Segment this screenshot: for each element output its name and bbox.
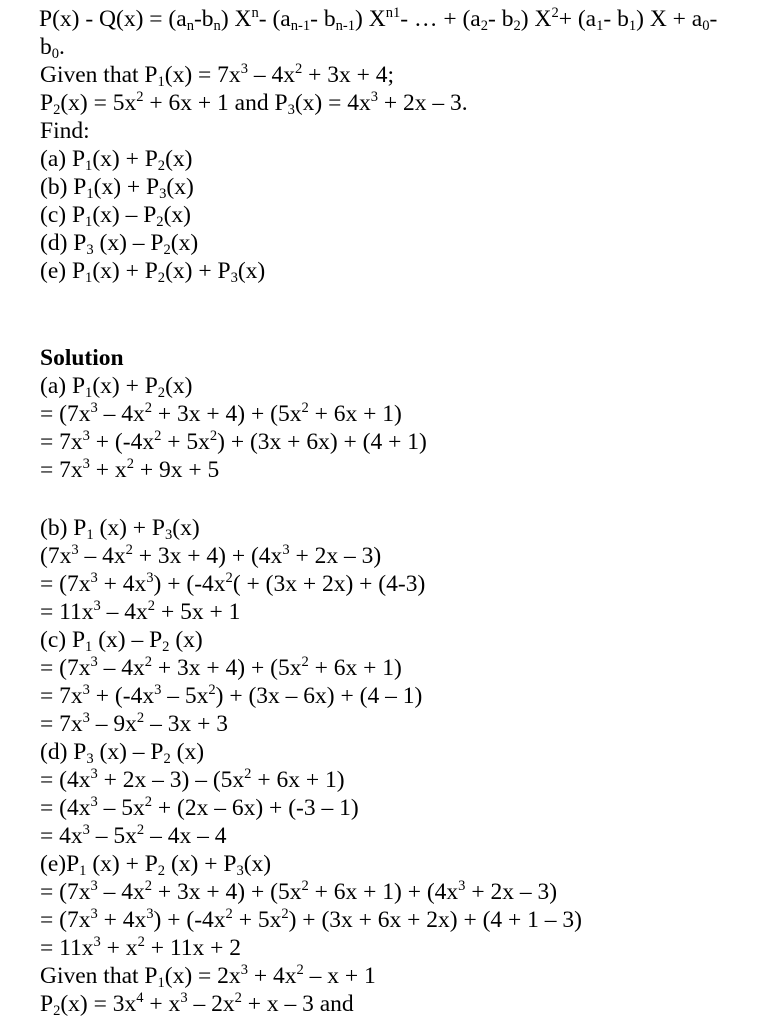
solution-e-step-2: [40, 906, 582, 934]
text-run: Given that P: [40, 62, 158, 88]
superscript: 3: [146, 905, 154, 922]
question-c: [40, 201, 191, 229]
text-run: + 5x + 1: [155, 599, 241, 625]
text-run: (e) P: [40, 258, 86, 284]
text-run: = (4x: [40, 767, 91, 793]
text-run: ( + (3x + 2x) + (4-3): [232, 571, 426, 597]
text-run: (x) = 2x: [164, 963, 241, 989]
subscript: 2: [157, 384, 166, 401]
text-run: -b: [193, 6, 214, 32]
text-run: (x) + P: [165, 851, 237, 877]
text-run: + 4x: [247, 963, 297, 989]
text-run: + x: [89, 457, 127, 483]
text-run: (x): [163, 202, 191, 228]
text-run: - b: [310, 6, 336, 32]
superscript: 3: [90, 905, 98, 922]
text-run: + 2x – 3): [289, 543, 382, 569]
text-run: + 9x + 5: [133, 457, 220, 483]
subscript: 3: [230, 269, 238, 286]
formula-line-1: [39, 5, 717, 33]
subscript: 2: [156, 213, 164, 230]
text-run: (b) P: [40, 515, 87, 541]
subscript: 3: [287, 101, 295, 118]
text-run: + 6x + 1): [308, 655, 402, 681]
superscript: 4: [136, 989, 144, 1006]
text-run: + (2x – 6x) + (-3 – 1): [152, 795, 359, 821]
question-e: [40, 257, 265, 285]
text-run: (x) + P: [92, 258, 158, 284]
solution-a-result: [40, 456, 219, 484]
text-run: + 3x + 4) + (4x: [132, 543, 283, 569]
text-run: – 4x: [78, 543, 126, 569]
text-run: + 2x – 3): [465, 879, 558, 905]
text-run: ) X: [520, 6, 552, 32]
text-run: (x) – P: [93, 230, 164, 256]
solution-d-step-1: [40, 766, 345, 794]
solution-c-heading: [40, 626, 203, 654]
superscript: 3: [154, 681, 162, 698]
text-run: ) + (3x + 6x + 2x) + (4 + 1 – 3): [288, 907, 583, 933]
text-run: ) X: [220, 6, 252, 32]
subscript: 3: [86, 241, 94, 258]
subscript: 2: [157, 157, 166, 174]
text-run: – 5x: [89, 823, 137, 849]
subscript: 1: [85, 157, 93, 174]
solution-e-result: [40, 934, 241, 962]
solution-b-step-2: [40, 570, 425, 598]
text-run: = 11x: [40, 935, 94, 961]
text-run: b: [40, 34, 52, 60]
subscript: 0: [702, 17, 710, 34]
superscript: 2: [125, 541, 133, 558]
superscript: 3: [82, 821, 90, 838]
solution-c-step-1: [40, 654, 402, 682]
superscript: 3: [90, 399, 98, 416]
superscript: 2: [144, 399, 153, 416]
superscript: 2: [301, 653, 309, 670]
text-run: ) + (3x + 6x) + (4 + 1): [217, 429, 427, 455]
text-run: Solution: [40, 345, 124, 371]
subscript: n-1: [335, 17, 356, 34]
text-run: – 4x: [247, 62, 295, 88]
solution-b-result: [40, 598, 240, 626]
text-run: = 7x: [40, 429, 83, 455]
superscript: 3: [90, 877, 98, 894]
text-run: + x: [143, 991, 181, 1017]
text-run: + x – 3 and: [241, 991, 354, 1017]
superscript: 3: [82, 681, 90, 698]
text-run: + 6x + 1): [251, 767, 345, 793]
subscript: 1: [85, 384, 93, 401]
superscript: 3: [90, 569, 98, 586]
text-run: (x): [170, 739, 205, 765]
text-run: – 4x: [100, 599, 148, 625]
text-run: + 3x + 4) + (5x: [152, 879, 302, 905]
text-run: - b: [488, 6, 514, 32]
text-run: (x) = 7x: [164, 62, 241, 88]
text-run: + 4x: [97, 571, 147, 597]
subscript: 1: [85, 213, 93, 230]
subscript: 1: [86, 185, 94, 202]
subscript: 1: [628, 17, 637, 34]
text-run: (e)P: [40, 851, 80, 877]
superscript: 3: [82, 427, 90, 444]
solution-d-heading: [40, 738, 204, 766]
solution-e-step-1: [40, 878, 557, 906]
text-run: (7x: [40, 543, 72, 569]
text-run: (d) P: [40, 739, 87, 765]
superscript: 2: [301, 877, 309, 894]
subscript: 1: [85, 638, 93, 655]
superscript: 3: [458, 877, 466, 894]
text-run: (x) – P: [92, 202, 157, 228]
text-run: (x) + P: [93, 174, 160, 200]
text-run: - … + (a: [400, 6, 481, 32]
superscript: 2: [225, 569, 233, 586]
text-run: + 4x: [97, 907, 147, 933]
text-run: – 3x + 3: [144, 711, 228, 737]
text-run: = (7x: [40, 401, 91, 427]
text-run: P: [40, 90, 54, 116]
text-run: – 4x: [97, 655, 145, 681]
text-run: + 6x + 1): [308, 401, 402, 427]
superscript: 3: [282, 541, 290, 558]
text-run: Given that P: [40, 963, 158, 989]
superscript: 2: [144, 653, 153, 670]
text-run: (x) + P: [92, 373, 158, 399]
text-run: – 5x: [97, 795, 145, 821]
text-run: (x) – P: [93, 739, 164, 765]
superscript: 3: [370, 88, 379, 105]
text-run: (x): [165, 373, 193, 399]
text-run: + (-4x: [89, 429, 155, 455]
superscript: 2: [136, 88, 144, 105]
text-run: + 3x + 4) + (5x: [152, 401, 302, 427]
text-run: (a) P: [40, 373, 86, 399]
superscript: 3: [90, 793, 98, 810]
subscript: 1: [157, 73, 165, 90]
text-run: (x): [165, 146, 193, 172]
text-run: + x: [100, 935, 138, 961]
text-run: + (-4x: [89, 683, 155, 709]
text-run: = 11x: [40, 599, 94, 625]
text-run: + 11x + 2: [144, 935, 241, 961]
subscript: 2: [53, 101, 61, 118]
superscript: 2: [154, 427, 162, 444]
solution-heading: [40, 344, 124, 372]
text-run: .: [59, 34, 65, 60]
subscript: 2: [513, 17, 521, 34]
question-a: [40, 145, 192, 173]
text-run: ) X + a: [636, 6, 703, 32]
superscript: 2: [301, 399, 309, 416]
superscript: 3: [240, 961, 248, 978]
superscript: 2: [136, 821, 145, 838]
solution-a-heading: [40, 372, 192, 400]
superscript: 2: [144, 793, 153, 810]
superscript: 2: [281, 905, 289, 922]
text-run: - (a: [258, 6, 291, 32]
text-run: (x) = 5x: [60, 90, 137, 116]
superscript: 3: [240, 60, 248, 77]
text-run: + 5x: [232, 907, 282, 933]
text-run: (c) P: [40, 627, 86, 653]
text-run: ) + (-4x: [153, 571, 226, 597]
superscript: 3: [71, 541, 79, 558]
superscript: 2: [294, 60, 303, 77]
superscript: n1: [385, 4, 401, 21]
text-run: = (7x: [40, 571, 91, 597]
subscript: 1: [596, 17, 604, 34]
subscript: 3: [159, 185, 167, 202]
superscript: 3: [93, 933, 101, 950]
solution-b-heading: [40, 514, 200, 542]
solution-e-heading: [40, 850, 271, 878]
subscript: n-1: [290, 17, 311, 34]
subscript: 3: [165, 526, 173, 543]
subscript: 1: [79, 862, 87, 879]
text-run: (x): [237, 258, 266, 284]
subscript: 2: [162, 638, 170, 655]
text-run: (x) + P: [93, 515, 165, 541]
subscript: 1: [85, 269, 93, 286]
text-run: – x + 1: [303, 963, 376, 989]
solution-a-step-2: [40, 428, 427, 456]
text-run: (x) + P: [165, 258, 231, 284]
subscript: 2: [163, 241, 171, 258]
text-run: = 7x: [40, 457, 83, 483]
text-run: (x): [169, 627, 203, 653]
formula-line-2: [40, 33, 65, 61]
subscript: 3: [236, 862, 244, 879]
superscript: 2: [144, 877, 153, 894]
text-run: (x) = 4x: [294, 90, 371, 116]
text-run: P(x) - Q(x) = (a: [39, 6, 187, 32]
superscript: 3: [93, 597, 101, 614]
superscript: 2: [234, 989, 242, 1006]
text-run: = (4x: [40, 795, 91, 821]
text-run: + 6x + 1) + (4x: [308, 879, 459, 905]
text-run: = (7x: [40, 655, 91, 681]
text-run: = 7x: [40, 711, 83, 737]
superscript: 3: [82, 709, 90, 726]
solution-c-result: [40, 710, 228, 738]
given-p2-new: [40, 990, 354, 1018]
subscript: 2: [53, 1002, 61, 1019]
subscript: 2: [163, 750, 171, 767]
text-run: = (7x: [40, 907, 91, 933]
subscript: 2: [480, 17, 489, 34]
given-p2-p3: [40, 89, 468, 117]
superscript: 2: [296, 961, 304, 978]
superscript: 2: [136, 709, 145, 726]
text-run: – 4x: [97, 879, 145, 905]
question-b: [40, 173, 194, 201]
question-d: [40, 229, 198, 257]
text-run: (d) P: [40, 230, 87, 256]
text-run: ) X: [355, 6, 386, 32]
text-run: – 4x: [97, 401, 145, 427]
text-run: (x) – P: [92, 627, 163, 653]
text-run: + 3x + 4;: [302, 62, 395, 88]
superscript: 2: [551, 4, 559, 21]
text-run: = 7x: [40, 683, 83, 709]
superscript: 3: [180, 989, 188, 1006]
subscript: n: [213, 17, 221, 34]
solution-d-step-2: [40, 794, 359, 822]
text-run: + 6x + 1 and P: [143, 90, 288, 116]
given-p1-new: [40, 962, 376, 990]
solution-a-step-1: [40, 400, 402, 428]
subscript: 0: [51, 45, 60, 62]
text-run: + 5x: [161, 429, 210, 455]
text-run: (x): [166, 174, 194, 200]
text-run: – 9x: [89, 711, 137, 737]
subscript: n: [186, 17, 194, 34]
superscript: n: [251, 4, 259, 21]
superscript: 3: [90, 765, 98, 782]
text-run: = (7x: [40, 879, 91, 905]
solution-c-step-2: [40, 682, 422, 710]
text-run: (x) = 3x: [60, 991, 137, 1017]
text-run: -: [709, 6, 718, 32]
text-run: + 3x + 4) + (5x: [152, 655, 302, 681]
text-run: ) + (3x – 6x) + (4 – 1): [215, 683, 423, 709]
text-run: P: [40, 991, 54, 1017]
subscript: 1: [157, 974, 165, 991]
superscript: 2: [208, 681, 216, 698]
text-run: (b) P: [40, 174, 87, 200]
text-run: (x) + P: [86, 851, 158, 877]
superscript: 2: [225, 905, 233, 922]
text-run: (x) + P: [92, 146, 158, 172]
subscript: 2: [157, 862, 166, 879]
subscript: 3: [86, 750, 94, 767]
superscript: 3: [90, 653, 98, 670]
superscript: 3: [146, 569, 154, 586]
solution-b-step-1: [40, 542, 381, 570]
superscript: 2: [137, 933, 145, 950]
text-run: – 5x: [161, 683, 209, 709]
text-run: + 2x – 3) – (5x: [97, 767, 245, 793]
text-run: = 4x: [40, 823, 83, 849]
superscript: 2: [126, 455, 134, 472]
text-run: Find:: [40, 118, 90, 144]
find-label: [40, 117, 90, 145]
text-run: (x): [243, 851, 272, 877]
text-run: – 2x: [187, 991, 235, 1017]
text-run: - b: [603, 6, 629, 32]
text-run: (a) P: [40, 146, 86, 172]
superscript: 2: [147, 597, 156, 614]
text-run: (x): [170, 230, 199, 256]
text-run: + (a: [558, 6, 597, 32]
superscript: 3: [82, 455, 90, 472]
superscript: 2: [209, 427, 218, 444]
subscript: 1: [86, 526, 94, 543]
text-run: (c) P: [40, 202, 86, 228]
text-run: – 4x – 4: [144, 823, 227, 849]
text-run: (x): [172, 515, 200, 541]
text-run: ) + (-4x: [153, 907, 226, 933]
solution-d-result: [40, 822, 226, 850]
subscript: 2: [157, 269, 166, 286]
text-run: + 2x – 3.: [378, 90, 468, 116]
superscript: 2: [244, 765, 252, 782]
given-p1: [40, 61, 394, 89]
